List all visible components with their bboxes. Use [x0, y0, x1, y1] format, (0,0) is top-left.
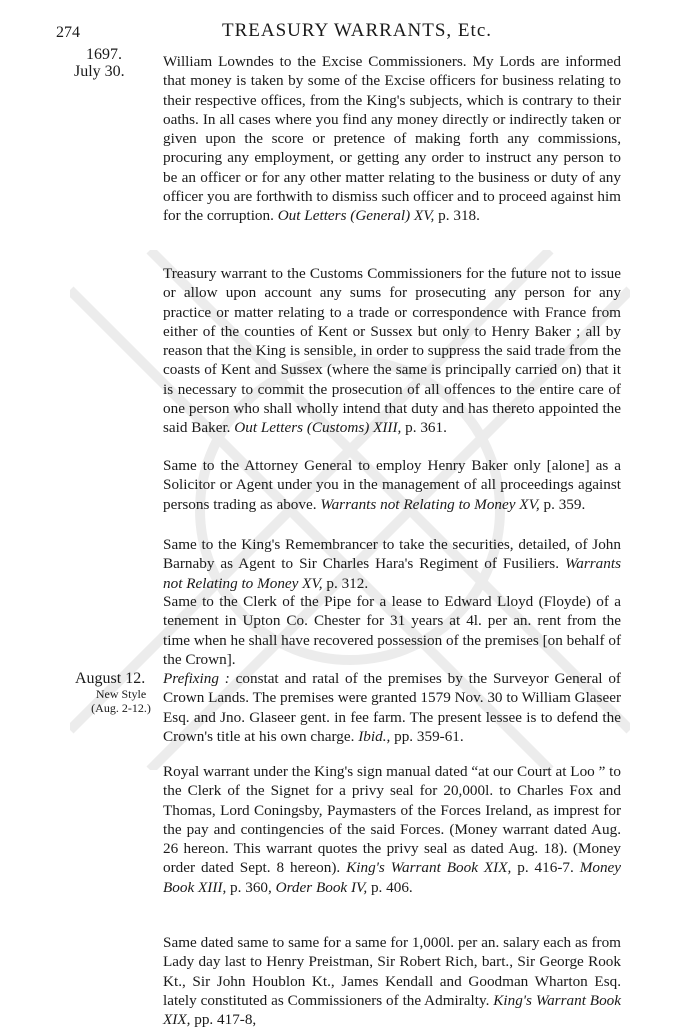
- page-number: 274: [56, 24, 80, 41]
- page-header: [0, 20, 674, 46]
- entry-reference-page: p. 312.: [322, 574, 369, 592]
- entry-3: [163, 456, 621, 514]
- entry-5: [163, 592, 621, 746]
- entry-reference-page-2: p. 360,: [226, 878, 276, 896]
- entry-reference-page: pp. 359-61.: [390, 728, 464, 746]
- margin-year: 1697.: [86, 46, 122, 63]
- entry-6: [163, 762, 621, 897]
- entry-text: Treasury warrant to the Customs Commissioners for the future not to issue or allow upon account any sums for prosecuting any person for any practice or matter relating to a trade or correspondence with France from either of the counties of Kent or Sussex but only to Henry Baker ; all by reason that the King is sensible, in order to suppress the said trade from the coasts of Kent and Sussex (where the same is principally carried on) that it is necessary to commit the prosecution of all offences to the entire care of one person who shall wholly intend that duty and has thereto appointed the said Baker.: [163, 265, 621, 437]
- entry-prefix-label: Prefixing :: [163, 670, 230, 688]
- entry-reference: King's Warrant Book XIX,: [163, 991, 621, 1029]
- entry-text: William Lowndes to the Excise Commissioners. My Lords are informed that money is taken by some of the Excise officers for business relating to their respective offices, from the King's subjects, which is contrary to their oaths. In all cases where you find any money directly or indirectly taken or given upon the score or pretence of making forth any commissions, procuring any employment, or getting any order to instruct any person to be an officer or for any other matter relating to the business or duty of any officer you are forthwith to dismiss such officer and to proceed against him for the corruption.: [163, 53, 621, 225]
- entry-reference-page: p. 318.: [434, 207, 480, 225]
- entry-2: [163, 264, 621, 438]
- entry-reference-page: p. 361.: [401, 419, 447, 437]
- entry-text: Royal warrant under the King's sign manual dated “at our Court at Loo ” to the Clerk of the Signet for a privy seal for 20,000l. to Charles Fox and Thomas, Lord Coningsby, Paymasters of the Forces Ireland, as imprest for the pay and contingencies of the said Forces. (Money warrant dated Aug. 26 hereon. This warrant quotes the privy seal as dated Aug. 18). (Money order dated Sept. 8 hereon).: [163, 763, 621, 877]
- entry-reference: Warrants not Relating to Money XV,: [163, 555, 621, 592]
- entry-reference-page: p. 416-7.: [511, 859, 580, 877]
- entry-prefix-text: constat and ratal of the premises by the Surveyor General of Crown Lands. The premises were granted 1579 Nov. 30 to William Glaseer Esq. and Jno. Glaseer gent. in fee farm. The present lessee is to defend the Crown's title at his own charge.: [163, 670, 621, 746]
- entry-7: [163, 933, 621, 1029]
- entry-reference-page: pp. 417-8,: [190, 1011, 257, 1029]
- entry-reference: Warrants not Relating to Money XV,: [320, 495, 540, 513]
- entry-1: [163, 52, 621, 226]
- margin-date-august-12: August 12.: [75, 670, 146, 687]
- entry-reference-page: p. 359.: [539, 495, 586, 513]
- margin-new-style: New Style: [95, 687, 147, 701]
- entry-reference: Out Letters (General) XV,: [277, 207, 435, 225]
- entry-reference: Ibid.,: [358, 728, 391, 746]
- entry-4: [163, 535, 621, 593]
- margin-new-style-range: (Aug. 2-12.): [91, 701, 151, 715]
- entry-text: Same to the Attorney General to employ Henry Baker only [alone] as a Solicitor or Agent under you in the management of all proceedings against persons trading as above.: [163, 457, 621, 513]
- entry-reference-page-3: p. 406.: [367, 878, 413, 896]
- entry-reference-2: Money Book XIII,: [163, 859, 622, 896]
- entry-reference: King's Warrant Book XIX,: [346, 859, 512, 877]
- entry-text: Same to the Clerk of the Pipe for a lease to Edward Lloyd (Floyde) of a tenement in Upton Co. Chester for 31 years at 4l. per an. rent from the time when he shall have recovered possession of the premises [on behalf of the Crown].: [163, 593, 622, 668]
- entry-reference-3: Order Book IV,: [275, 878, 368, 896]
- entry-reference: Out Letters (Customs) XIII,: [234, 419, 402, 437]
- entry-text: Same to the King's Remembrancer to take the securities, detailed, of John Barnaby as Agent to Sir Charles Hara's Regiment of Fusiliers.: [163, 536, 621, 573]
- running-title: TREASURY WARRANTS, Etc.: [221, 20, 493, 41]
- margin-date-july-30: July 30.: [74, 63, 125, 80]
- entry-text: Same dated same to same for a same for 1,000l. per an. salary each as from Lady day last to Henry Preistman, Sir Robert Rich, bart., Sir George Rook Kt., Sir John Houblon Kt., James Kendall and Goodman Wharton Esq. lately constituted as Commissioners of the Admiralty.: [163, 934, 621, 1009]
